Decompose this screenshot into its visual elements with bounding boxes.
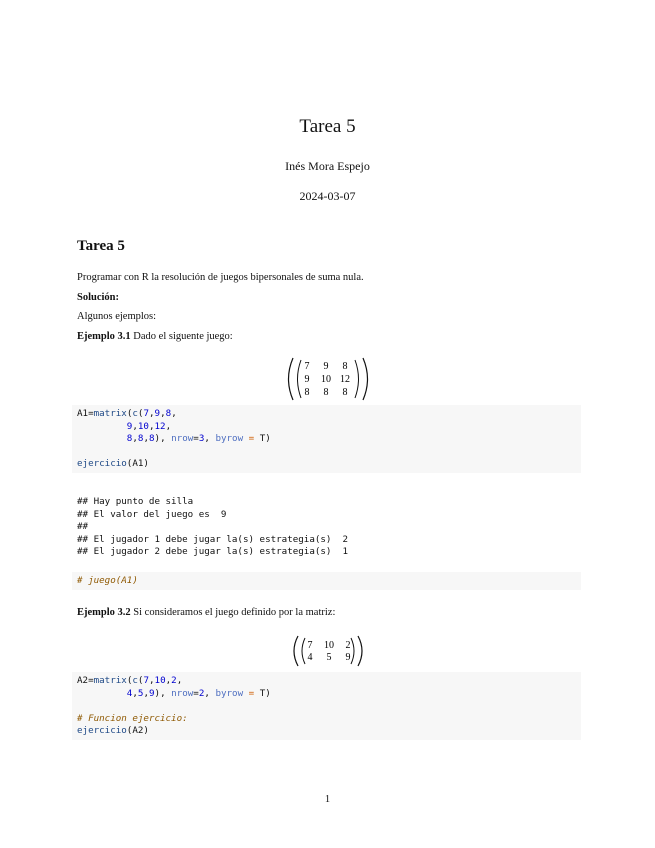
document-author: Inés Mora Espejo — [285, 159, 370, 173]
matrix-2-cell: 9 — [345, 652, 351, 663]
code-line-comment: # Funcion ejercicio: — [77, 712, 188, 724]
matrix-2-cell: 7 — [307, 640, 313, 651]
matrix-2-cell: 4 — [307, 652, 313, 663]
inner-right-paren — [355, 360, 359, 398]
page-number: 1 — [324, 794, 331, 805]
matrix-1-cell: 8 — [323, 387, 329, 398]
inner-left-paren — [302, 638, 305, 664]
matrix-1-cell: 9 — [323, 361, 329, 372]
output-line: ## — [77, 521, 89, 533]
output-block-a1 — [77, 496, 348, 559]
matrix-1-cell: 8 — [304, 387, 310, 398]
example-2-statement — [77, 607, 335, 618]
code-a1 — [72, 405, 581, 474]
output-line: ## El valor del juego es 9 — [77, 508, 227, 520]
matrix-1-cell: 7 — [304, 361, 310, 372]
inner-left-paren — [298, 360, 302, 398]
matrix-1-cell: 10 — [321, 374, 331, 385]
code-line: 4,5,9), nrow=2, byrow = T) — [126, 687, 271, 699]
matrix-1-cell: 9 — [304, 374, 310, 385]
code-block-comment — [72, 572, 581, 590]
code-line: ejercicio(A1) — [77, 458, 149, 470]
code-block-a2 — [72, 672, 581, 740]
outer-left-paren — [294, 636, 298, 666]
example-2-label: Ejemplo 3.2 — [77, 607, 131, 618]
code-block-a1 — [72, 405, 581, 473]
code-comment: # juego(A1) — [77, 575, 138, 586]
code-a2 — [72, 672, 581, 741]
example-2-text: Si consideramos el juego definido por la matriz: — [133, 607, 336, 618]
output-line: ## Hay punto de silla — [77, 496, 194, 507]
examples-intro: Algunos ejemplos: — [77, 311, 157, 322]
example-1-statement — [77, 331, 233, 342]
code-line: 9,10,12, — [126, 420, 172, 432]
matrix-1-cell: 12 — [340, 374, 350, 385]
code-line: 8,8,8), nrow=3, byrow = T) — [126, 433, 271, 445]
solution-label: Solución: — [77, 292, 120, 303]
example-2-matrix — [288, 634, 368, 668]
output-line: ## El jugador 2 debe jugar la(s) estrategia(s) 1 — [77, 546, 349, 558]
output-line: ## El jugador 1 debe jugar la(s) estrategia(s) 2 — [77, 533, 349, 545]
outer-left-paren — [289, 358, 294, 400]
matrix-1-cell: 8 — [342, 361, 348, 372]
code-line: ejercicio(A2) — [77, 725, 149, 737]
output-a1 — [77, 496, 348, 559]
example-1-label: Ejemplo 3.1 — [77, 331, 131, 342]
document-date: 2024-03-07 — [299, 189, 356, 203]
inner-right-paren — [351, 638, 354, 664]
matrix-2-cell: 5 — [326, 652, 332, 663]
document-title: Tarea 5 — [299, 116, 356, 137]
outer-right-paren — [358, 636, 362, 666]
example-1-matrix — [283, 356, 373, 402]
code-line: A1=matrix(c(7,9,8, — [77, 408, 177, 419]
matrix-2-cell: 10 — [324, 640, 334, 651]
intro-paragraph: Programar con R la resolución de juegos bipersonales de suma nula. — [77, 272, 364, 283]
outer-right-paren — [363, 358, 368, 400]
matrix-2-cell: 2 — [345, 640, 351, 651]
example-1-text: Dado el siguente juego: — [133, 331, 233, 342]
code-line: A2=matrix(c(7,10,2, — [77, 675, 183, 686]
section-heading: Tarea 5 — [77, 238, 125, 254]
matrix-1-cell: 8 — [342, 387, 348, 398]
